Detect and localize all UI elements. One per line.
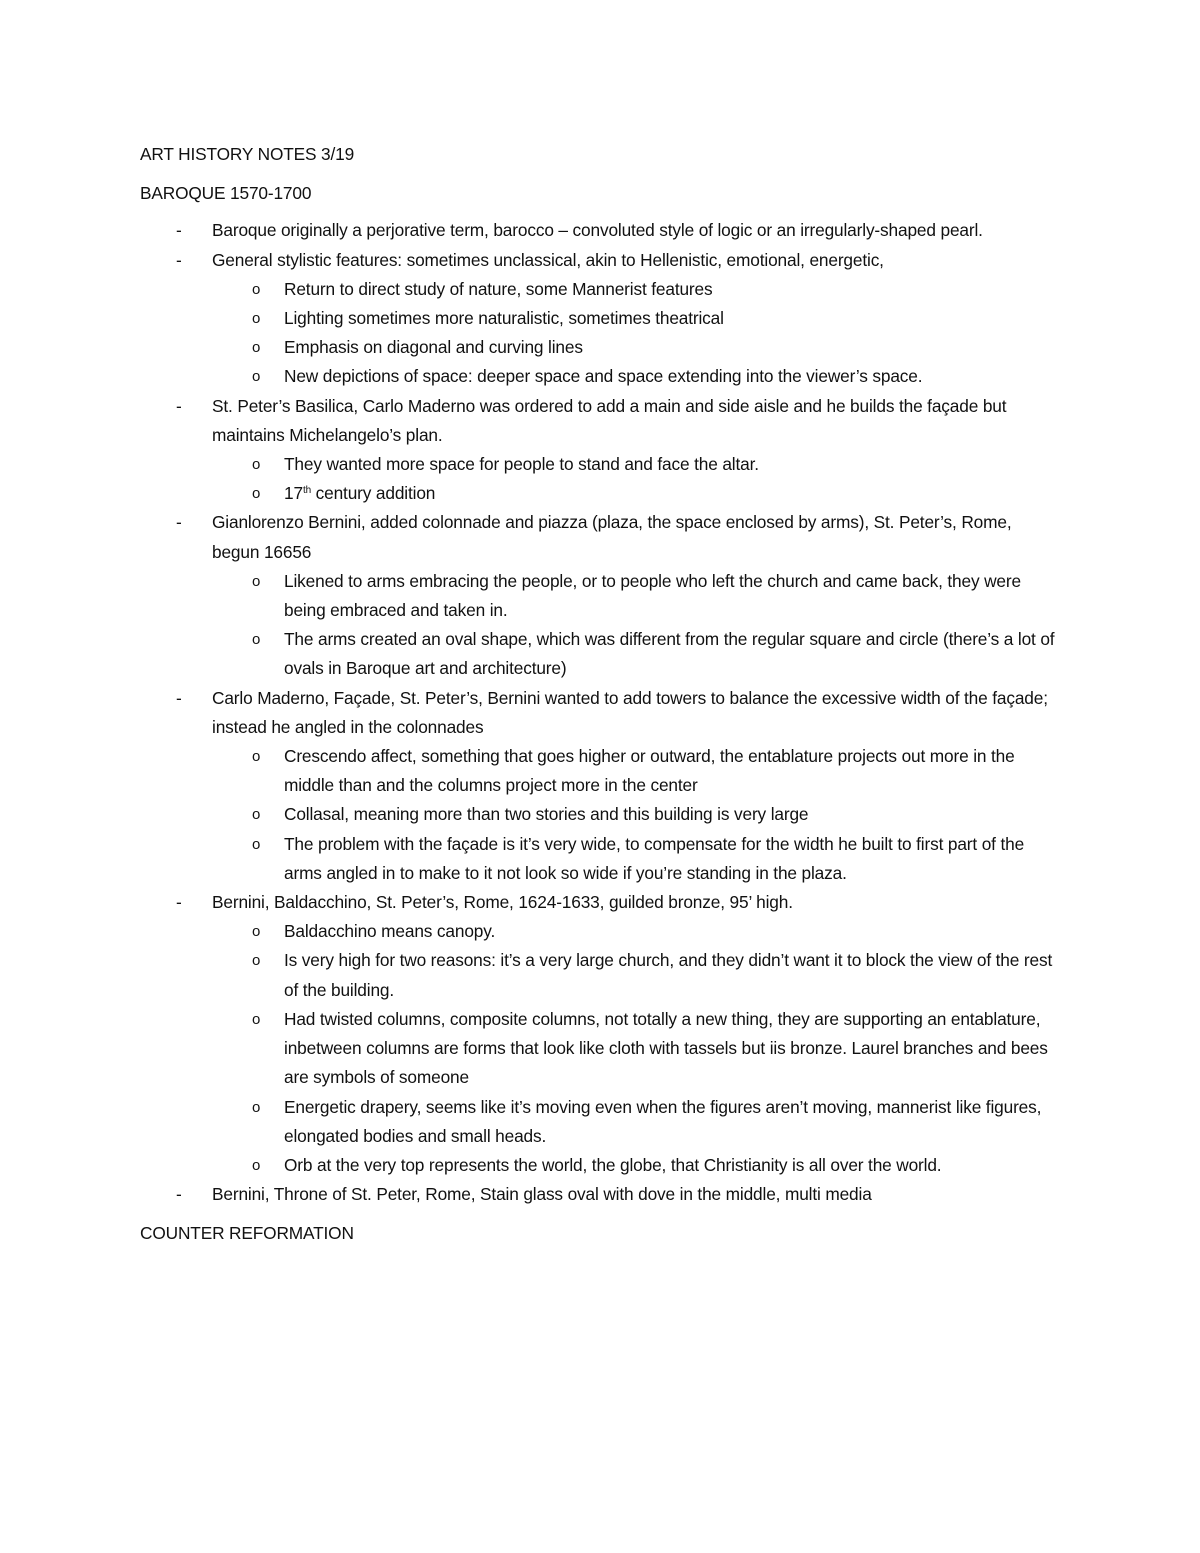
dash-marker: - bbox=[176, 220, 182, 241]
list-item bbox=[140, 684, 1060, 888]
bullet-text: General stylistic features: sometimes unclassical, akin to Hellenistic, emotional, energetic, bbox=[212, 249, 884, 270]
sub-text: The problem with the façade is it’s very wide, to compensate for the width he built to first part of the arms angled in to make to it not look so wide if you’re standing in the plaza. bbox=[284, 833, 1025, 883]
circle-marker: o bbox=[252, 631, 261, 649]
circle-marker: o bbox=[252, 1098, 261, 1116]
sub-list bbox=[212, 450, 1060, 508]
sub-text: Collasal, meaning more than two stories and this building is very large bbox=[284, 804, 809, 825]
sub-list bbox=[212, 742, 1060, 888]
circle-marker: o bbox=[252, 923, 261, 941]
sub-list-item bbox=[212, 567, 1060, 625]
notes-content bbox=[140, 140, 1060, 1257]
circle-marker: o bbox=[252, 339, 261, 357]
sub-list bbox=[212, 917, 1060, 1180]
sub-text: New depictions of space: deeper space and space extending into the viewer’s space. bbox=[284, 366, 923, 387]
sub-text: Had twisted columns, composite columns, not totally a new thing, they are supporting an entablature, inbetween columns are forms that look like cloth with tassels but iis bronze. Laurel branches and bees are symbols of someone bbox=[284, 1008, 1048, 1088]
sub-list-item bbox=[212, 830, 1060, 888]
dash-marker: - bbox=[176, 512, 182, 533]
circle-marker: o bbox=[252, 456, 261, 474]
sub-text: They wanted more space for people to stand and face the altar. bbox=[284, 454, 759, 475]
list-item bbox=[140, 888, 1060, 1180]
sub-list-item bbox=[212, 1151, 1060, 1180]
bullet-text: St. Peter’s Basilica, Carlo Maderno was ordered to add a main and side aisle and he builds the façade but maintains Michelangelo’s plan. bbox=[212, 395, 1007, 445]
sub-list bbox=[212, 567, 1060, 684]
sub-text: Is very high for two reasons: it’s a very large church, and they didn’t want it to block the view of the rest of the building. bbox=[284, 950, 1053, 1000]
sub-text: Likened to arms embracing the people, or to people who left the church and came back, they were being embraced and taken in. bbox=[284, 570, 1021, 621]
circle-marker: o bbox=[252, 1010, 261, 1028]
sub-text: Baldacchino means canopy. bbox=[284, 921, 496, 942]
bullet-text: Gianlorenzo Bernini, added colonnade and piazza (plaza, the space enclosed by arms), St. Peter’s, Rome, begun 16656 bbox=[212, 512, 1012, 562]
sub-list-item bbox=[212, 275, 1060, 304]
sub-list-item bbox=[212, 333, 1060, 362]
sub-list-item bbox=[212, 1093, 1060, 1151]
list-item bbox=[140, 1180, 1060, 1209]
circle-marker: o bbox=[252, 835, 261, 853]
sub-list bbox=[212, 275, 1060, 392]
dash-marker: - bbox=[176, 249, 182, 270]
list-item bbox=[140, 392, 1060, 509]
circle-marker: o bbox=[252, 280, 261, 298]
sub-list-item bbox=[212, 304, 1060, 333]
section-heading-baroque: BAROQUE 1570-1700 bbox=[140, 183, 312, 204]
sub-text-century bbox=[284, 483, 435, 503]
sub-text: Energetic drapery, seems like it’s moving even when the figures aren’t moving, mannerist like figures, elongated bodies and small heads. bbox=[284, 1096, 1042, 1146]
sub-text: Emphasis on diagonal and curving lines bbox=[284, 337, 583, 358]
dash-marker: - bbox=[176, 687, 182, 708]
dash-marker: - bbox=[176, 395, 182, 416]
circle-marker: o bbox=[252, 310, 261, 328]
sub-list-item bbox=[212, 625, 1060, 683]
circle-marker: o bbox=[252, 806, 261, 824]
sub-list-item bbox=[212, 800, 1060, 829]
century-rest: century addition bbox=[310, 483, 436, 504]
ordinal-suffix: th bbox=[302, 485, 311, 497]
sub-list-item bbox=[212, 946, 1060, 1004]
circle-marker: o bbox=[252, 1156, 261, 1174]
sub-text: Crescendo affect, something that goes higher or outward, the entablature projects out more in the middle than and the columns project more in the center bbox=[284, 746, 1015, 796]
sub-list-item bbox=[212, 479, 1060, 508]
bullet-text: Bernini, Baldacchino, St. Peter’s, Rome, 1624-1633, guilded bronze, 95’ high. bbox=[212, 892, 793, 913]
century-number: 17 bbox=[284, 483, 303, 504]
circle-marker: o bbox=[252, 748, 261, 766]
circle-marker: o bbox=[252, 485, 261, 503]
section-heading-counter-reformation: COUNTER REFORMATION bbox=[140, 1223, 354, 1244]
sub-text: Orb at the very top represents the world, the globe, that Christianity is all over the world. bbox=[284, 1154, 942, 1175]
sub-list-item bbox=[212, 1005, 1060, 1093]
circle-marker: o bbox=[252, 368, 261, 386]
sub-text: Lighting sometimes more naturalistic, sometimes theatrical bbox=[284, 308, 724, 329]
page-title: ART HISTORY NOTES 3/19 bbox=[140, 144, 355, 164]
list-item bbox=[140, 508, 1060, 683]
sub-text: The arms created an oval shape, which was different from the regular square and circle (there’s a lot of ovals in Baroque art and architecture) bbox=[284, 629, 1055, 679]
list-item bbox=[140, 246, 1060, 392]
bullet-list bbox=[140, 216, 1060, 1209]
sub-list-item bbox=[212, 450, 1060, 479]
sub-list-item bbox=[212, 362, 1060, 391]
list-item bbox=[140, 216, 1060, 245]
bullet-text: Baroque originally a perjorative term, barocco – convoluted style of logic or an irregularly-shaped pearl. bbox=[212, 220, 983, 241]
bullet-text: Carlo Maderno, Façade, St. Peter’s, Bernini wanted to add towers to balance the excessive width of the façade; instead he angled in the colonnades bbox=[212, 687, 1048, 737]
circle-marker: o bbox=[252, 572, 261, 590]
sub-list-item bbox=[212, 742, 1060, 800]
sub-list-item bbox=[212, 917, 1060, 946]
dash-marker: - bbox=[176, 892, 182, 913]
dash-marker: - bbox=[176, 1184, 182, 1205]
sub-text: Return to direct study of nature, some Mannerist features bbox=[284, 278, 713, 299]
circle-marker: o bbox=[252, 952, 261, 970]
bullet-text: Bernini, Throne of St. Peter, Rome, Stain glass oval with dove in the middle, multi media bbox=[212, 1184, 872, 1205]
